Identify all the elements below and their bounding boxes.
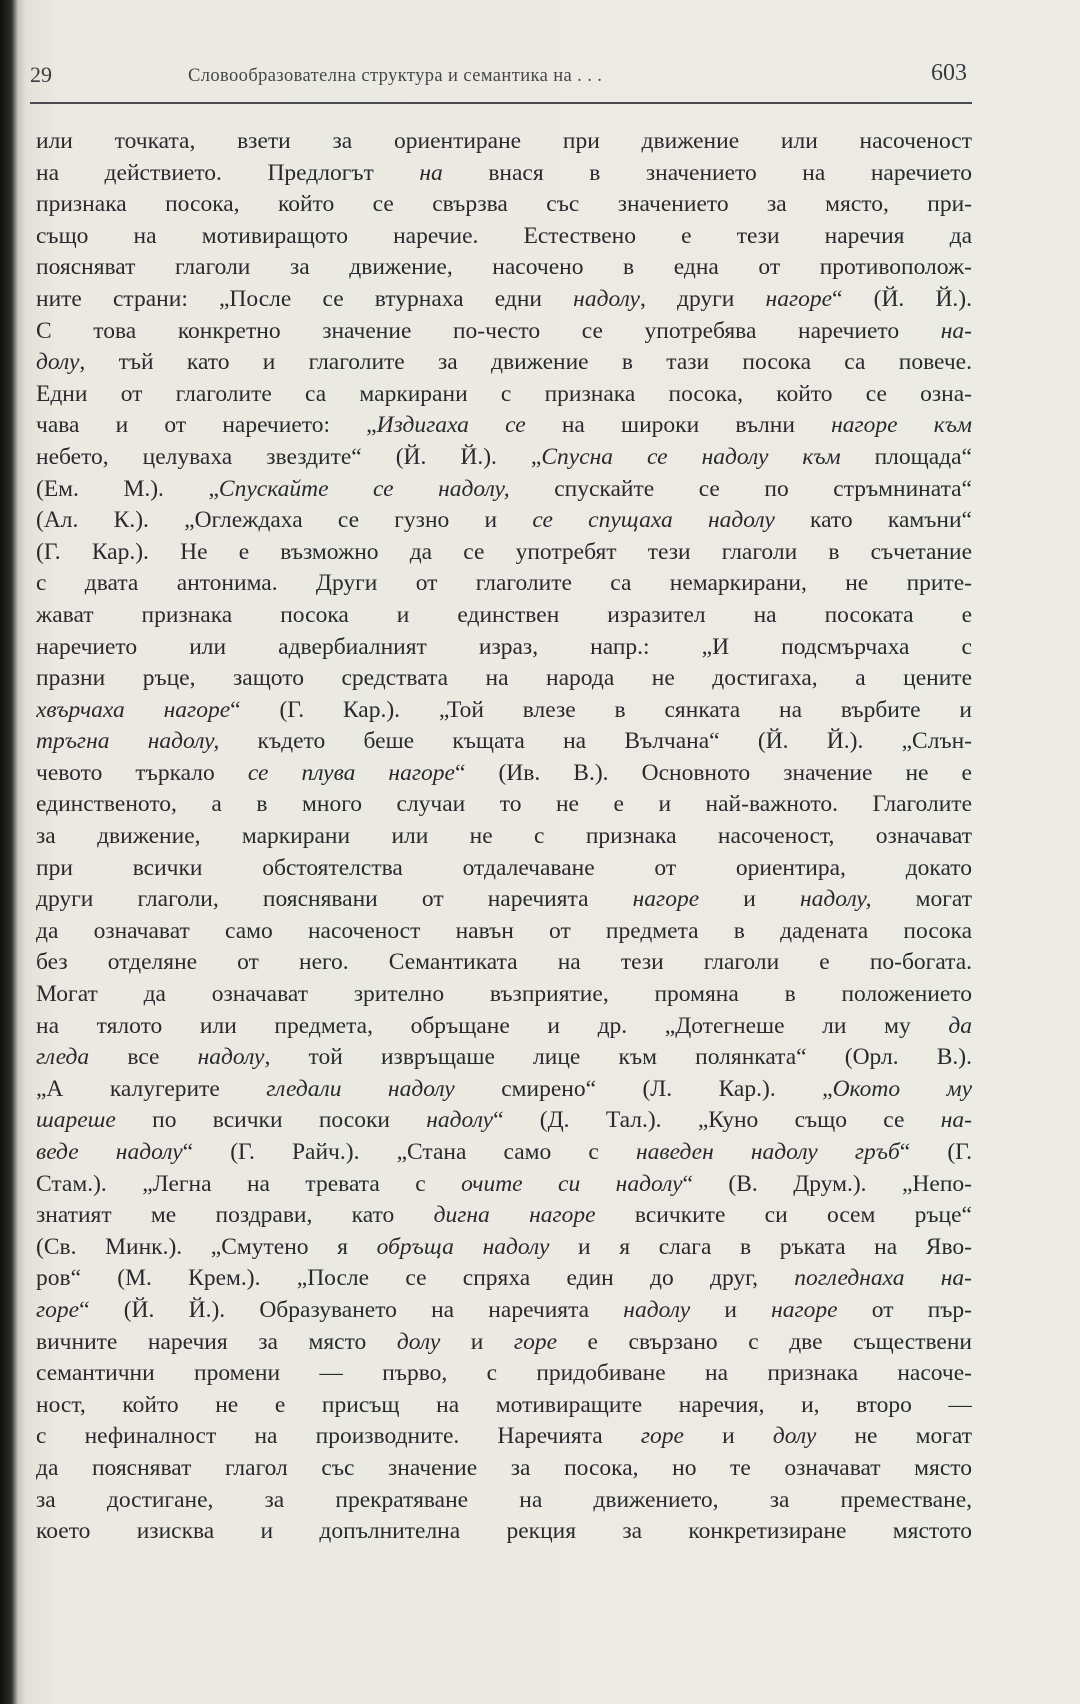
text-segment: поясняват глаголи за движение, насочено в една от противополож- [36,254,972,281]
text-line [36,1011,972,1043]
italic-example: нагоре [765,285,833,312]
text-line [36,1327,972,1359]
text-segment: Могат да означават зрително възприятие, промяна в положението [36,981,972,1008]
text-line [36,884,972,916]
text-segment: на широки вълни [525,412,832,439]
text-segment: “ (Г. [899,1139,972,1165]
text-segment: с нефиналност на производните. Наречията [36,1423,641,1450]
italic-example: наведен надолу гръб [636,1139,900,1165]
text-segment: единственото, а в много случаи то не е и най-важното. Глаголите [36,791,972,818]
text-line [36,410,972,442]
text-segment: Едни от глаголите са маркирани с признака посока, който се озна- [36,380,972,407]
text-segment: знатият ме поздрави, като [36,1202,434,1229]
italic-example: нагоре към [831,412,972,439]
italic-example: надолу [426,1107,494,1134]
italic-example: Спусна се надолу към [541,443,841,470]
text-line [36,947,972,979]
italic-example: очите си надолу [461,1170,683,1197]
text-segment: могат [871,886,972,913]
text-line [36,1453,972,1485]
text-segment: не могат [816,1423,972,1450]
text-segment: “ (Г. Кар.). „Той влезе в сянката на върбите и [230,696,972,723]
italic-example: дигна нагоре [433,1202,596,1229]
text-segment: смирено“ (Л. Кар.). „ [454,1075,833,1102]
text-segment: на тялото или предмета, обръщане и др. „Дотегнеше ли му [36,1012,949,1039]
text-line [36,632,972,664]
text-segment: “ (Ив. В.). Основното значение не е [454,759,972,786]
italic-example: погледнаха на- [794,1265,972,1292]
italic-example: се плува нагоре [247,759,455,786]
text-segment: и [699,886,800,913]
running-header [30,58,970,98]
text-line [36,1105,972,1137]
text-line [36,347,972,379]
text-segment: „А калугерите [36,1075,267,1102]
text-line [36,663,972,695]
text-line [36,1485,972,1517]
text-segment: внася в значението на наречието [442,159,972,186]
text-line [36,284,972,316]
italic-example: Спускайте се надолу, [218,475,510,502]
text-segment: и [440,1328,514,1355]
text-segment: или точката, взети за ориентиране при движение или насоченост [36,128,972,154]
text-segment: “ (Й. Й.). [832,285,972,312]
italic-example: на- [940,1107,972,1134]
text-segment: “ (Д. Тал.). „Куно също се [493,1107,941,1134]
text-line [36,821,972,853]
text-segment: други глаголи, пояснявани от наречията [36,886,633,913]
text-segment: спускайте се по стръмнината“ [509,475,972,502]
text-segment: е свързано с две съществени [557,1328,972,1355]
text-segment: празни ръце, защото средствата на народа не достигаха, а цените [36,665,972,692]
text-segment: и [690,1296,772,1323]
text-line [36,316,972,348]
text-line [36,189,972,221]
page-number: 603 [931,60,967,86]
italic-example: долу [772,1423,817,1450]
text-line [36,1390,972,1422]
italic-example: гледали надолу [266,1075,455,1102]
italic-example: шареше [36,1107,116,1134]
italic-example: нагоре [632,886,700,913]
text-line [36,1358,972,1390]
header-left-number: 29 [30,62,52,87]
text-segment: да означават само насоченост навън от предмета в дадената посока [36,917,972,944]
text-line [36,1200,972,1232]
header-rule [30,102,972,104]
text-segment: , той извръщаше лице към полянката“ (Орл. В.). [264,1044,972,1071]
text-line [36,1169,972,1201]
text-segment: “ (В. Друм.). „Непо- [682,1170,972,1197]
text-line [36,252,972,284]
text-segment: като камъни“ [774,507,972,534]
italic-example: долу [36,349,80,376]
text-segment: (Св. Минк.). „Смутено я [36,1233,377,1260]
text-segment: (Ем. М.). „ [36,475,219,502]
text-line [36,1074,972,1106]
text-line [36,916,972,948]
binding-shadow [0,0,18,1704]
text-segment: ните страни: „После се втурнаха едни [36,285,574,312]
text-segment: и [683,1423,773,1450]
italic-example: надолу [197,1044,265,1071]
text-line [36,600,972,632]
italic-example: хвърчаха нагоре [36,696,231,723]
text-line [36,221,972,253]
italic-example: се спущаха надолу [532,507,775,534]
text-segment: да поясняват глагол със значение за посока, но те означават място [36,1454,972,1481]
italic-example: Издигаха се [376,412,526,439]
text-line [36,505,972,537]
text-line [36,695,972,727]
italic-example: веде надолу [36,1139,183,1165]
text-segment: където беше къщата на Вълчана“ (Й. Й.). „Слън- [219,728,972,755]
text-line [36,474,972,506]
body-text [36,126,972,1548]
italic-example: горе [36,1296,80,1323]
text-segment: чава и от наречието: „ [36,412,377,439]
text-segment: признака посока, който се свързва със значението за място, при- [36,191,972,218]
text-line [36,158,972,190]
text-segment: вичните наречия за място [36,1328,397,1355]
italic-example: гледа [36,1044,90,1071]
text-segment: от пър- [837,1296,972,1323]
text-segment: също на мотивиращото наречие. Естествено е тези наречия да [36,222,972,249]
italic-example: надолу, [799,886,872,913]
text-line [36,1042,972,1074]
text-segment: чевото търкало [36,759,248,786]
text-line [36,758,972,790]
text-line [36,1263,972,1295]
text-segment: площада“ [840,443,972,470]
italic-example: на [419,159,443,186]
text-line [36,789,972,821]
text-segment: по всички посоки [115,1107,427,1134]
italic-example: горе [640,1423,684,1450]
text-segment: наречието или адвербиалният израз, напр.: „И подсмърчаха с [36,633,972,660]
text-segment: при всички обстоятелства отдалечаване от ориентира, докато [36,854,972,881]
text-segment: за движение, маркирани или не с признака насоченост, означават [36,823,972,850]
text-line [36,126,972,158]
text-segment: небето, целуваха звездите“ (Й. Й.). „ [36,443,542,470]
text-line [36,537,972,569]
text-line [36,1421,972,1453]
text-segment: все [89,1044,198,1071]
text-segment: С това конкретно значение по-често се употребява наречието [36,317,941,344]
text-line [36,1516,972,1548]
italic-example: Окото му [832,1075,972,1102]
italic-example: нагоре [771,1296,838,1323]
text-segment: с двата антонима. Други от глаголите са немаркирани, не прите- [36,570,972,597]
italic-example: долу [396,1328,441,1355]
italic-example: да [948,1012,972,1039]
italic-example: обръща надолу [376,1233,550,1260]
text-segment: (Г. Кар.). Не е възможно да се употребят тези глаголи в съчетание [36,538,972,565]
text-segment: , други [639,285,766,312]
text-segment: Стам.). „Легна на тревата с [36,1170,462,1197]
text-segment: ност, който не е присъщ на мотивиращите наречия, и, второ — [36,1391,972,1418]
text-line [36,1232,972,1264]
text-line [36,568,972,600]
italic-example: надолу [573,285,640,312]
text-segment: което изисква и допълнителна рекция за конкретизиране мястото [36,1518,972,1545]
text-line [36,726,972,758]
text-line [36,853,972,885]
text-line [36,379,972,411]
text-segment: семантични промени — първо, с придобиване на признака насоче- [36,1360,972,1387]
running-title: Словообразователна структура и семантика на . . . [188,66,603,86]
text-segment: (Ал. К.). „Оглеждаха се гузно и [36,507,533,534]
text-segment: ров“ (М. Крем.). „После се спряха един до друг, [36,1265,795,1292]
text-segment: жават признака посока и единствен изразител на посоката е [36,601,972,628]
text-segment: всичките си осем ръце“ [595,1202,972,1229]
text-segment: “ (Й. Й.). Образуването на наречията [79,1296,624,1323]
text-line [36,442,972,474]
text-segment: “ (Г. Райч.). „Стана само с [182,1139,637,1165]
text-line [36,979,972,1011]
text-segment: без отделяне от него. Семантиката на тези глаголи е по-богата. [36,949,972,976]
text-segment: , тъй като и глаголите за движение в тази посока са повече. [79,349,972,376]
text-line [36,1137,972,1169]
italic-example: надолу [623,1296,691,1323]
text-line [36,1295,972,1327]
italic-example: на- [940,317,972,344]
text-segment: на действието. Предлогът [36,159,420,186]
text-segment: и я слага в ръката на Яво- [549,1233,972,1260]
italic-example: горе [513,1328,558,1355]
text-segment: за достигане, за прекратяване на движението, за преместване, [36,1486,972,1513]
italic-example: тръгна надолу, [36,728,220,755]
